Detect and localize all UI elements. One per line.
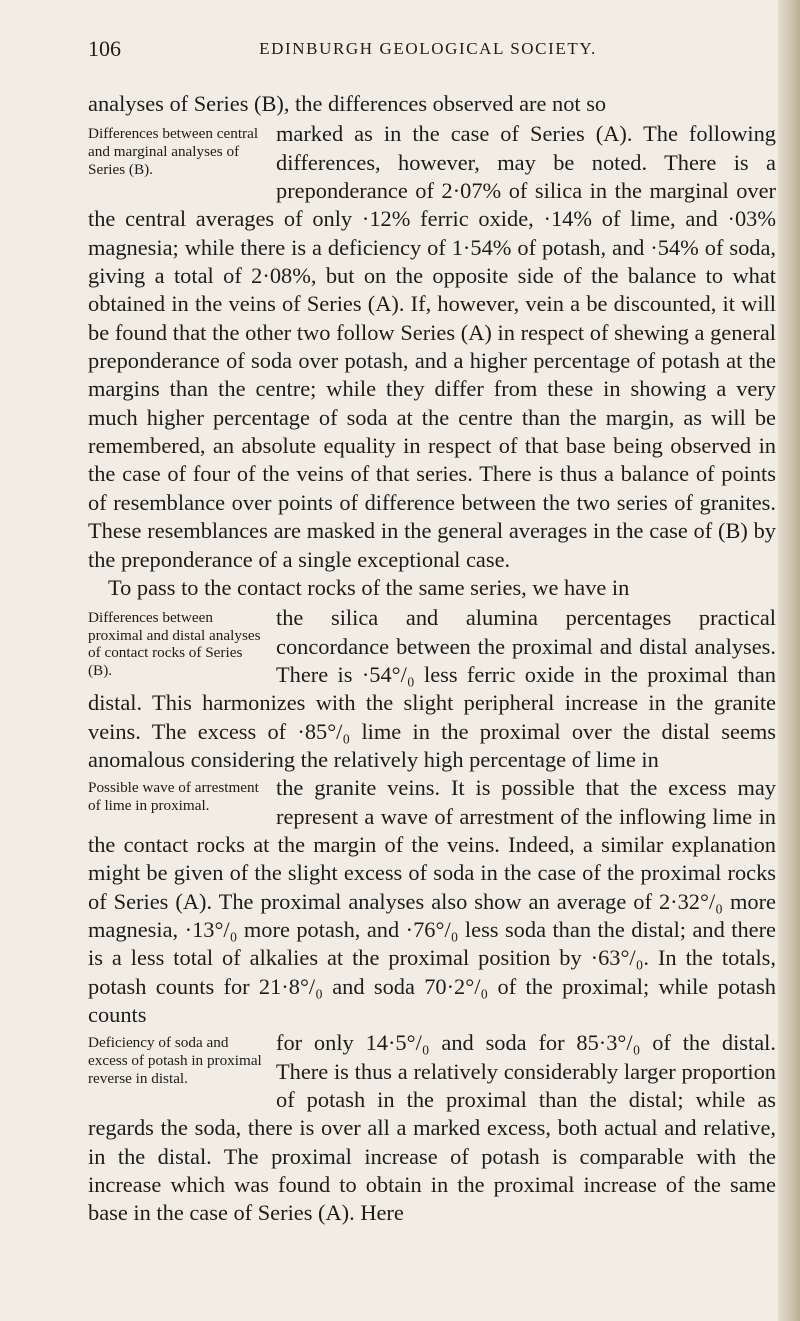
body-text: [88, 90, 776, 1228]
paragraph-1-lead: analyses of Series (B), the differences observed are not so: [88, 91, 607, 116]
sidenote-proximal-distal: Differences between proximal and distal analyses of contact rocks of Series (B).: [88, 609, 261, 679]
sidenote-central-marginal: Differences between central and marginal analyses of Series (B).: [88, 125, 259, 178]
running-head: EDINBURGH GEOLOGICAL SOCIETY.: [259, 39, 597, 58]
page-number: 106: [88, 36, 121, 61]
paragraph-2a: the silica and alumina percentages practical concordance between the proximal and distal analyses. There is ·54°/₀ less ferric oxide in the proximal than distal. This harmonizes with the slight peripheral increase in the granite veins. The excess of ·85°/₀ lime in the proximal over the distal seems anomalous considering the relatively high percentage of lime in: [88, 605, 776, 772]
paragraph-2b: the granite veins. It is possible that the excess may represent a wave of arrestment of the inflowing lime in the contact rocks at the margin of the veins. Indeed, a similar explanation might be given of the slight excess of soda in the case of the proximal rocks of Series (A). The proximal analyses also show an average of 2·32°/₀ more magnesia, ·13°/₀ more potash, and ·76°/₀ less soda than the distal; and there is a less total of alkalies at the proximal position by ·63°/₀. In the totals, potash counts for 21·8°/₀ and soda 70·2°/₀ of the proximal; while potash counts: [88, 775, 776, 1027]
sidenote-arrestment-lime: Possible wave of arrestment of lime in proximal.: [88, 779, 259, 814]
page-header: [88, 36, 768, 66]
page-edge-shadow: [778, 0, 800, 1321]
paragraph-2-lead: To pass to the contact rocks of the same series, we have in: [108, 574, 630, 600]
paragraph-1: marked as in the case of Series (A). The following differences, however, may be noted. There is a preponderance of 2·07% of silica in the marginal over the central averages of only ·12% ferric oxide, ·14% of lime, and ·03% magnesia; while there is a deficiency of 1·54% of potash, and ·54% of soda, giving a total of 2·08%, but on the opposite side of the balance to what obtained in the veins of Series (A). If, however, vein a be discounted, it will be found that the other two follow Series (A) in respect of shewing a general preponderance of soda over potash, and a higher percentage of potash at the margins than the centre; while they differ from these in showing a very much higher percentage of soda at the centre than the margin, as will be remembered, an absolute equality in respect of that base being observed in the case of four of the veins of that series. There is thus a balance of points of resemblance over points of difference between the two series of granites. These resemblances are masked in the general averages in the case of (B) by the preponderance of a single exceptional case.: [88, 121, 776, 572]
sidenote-soda-potash: Deficiency of soda and excess of potash in proximal reverse in distal.: [88, 1034, 262, 1087]
paragraph-2c: for only 14·5°/₀ and soda for 85·3°/₀ of the distal. There is thus a relatively considerably larger proportion of potash in the proximal than the distal; while as regards the soda, there is over all a marked excess, both actual and relative, in the distal. The proximal increase of potash is comparable with the increase which was found to obtain in the proximal increase of the same base in the case of Series (A). Here: [88, 1030, 776, 1226]
